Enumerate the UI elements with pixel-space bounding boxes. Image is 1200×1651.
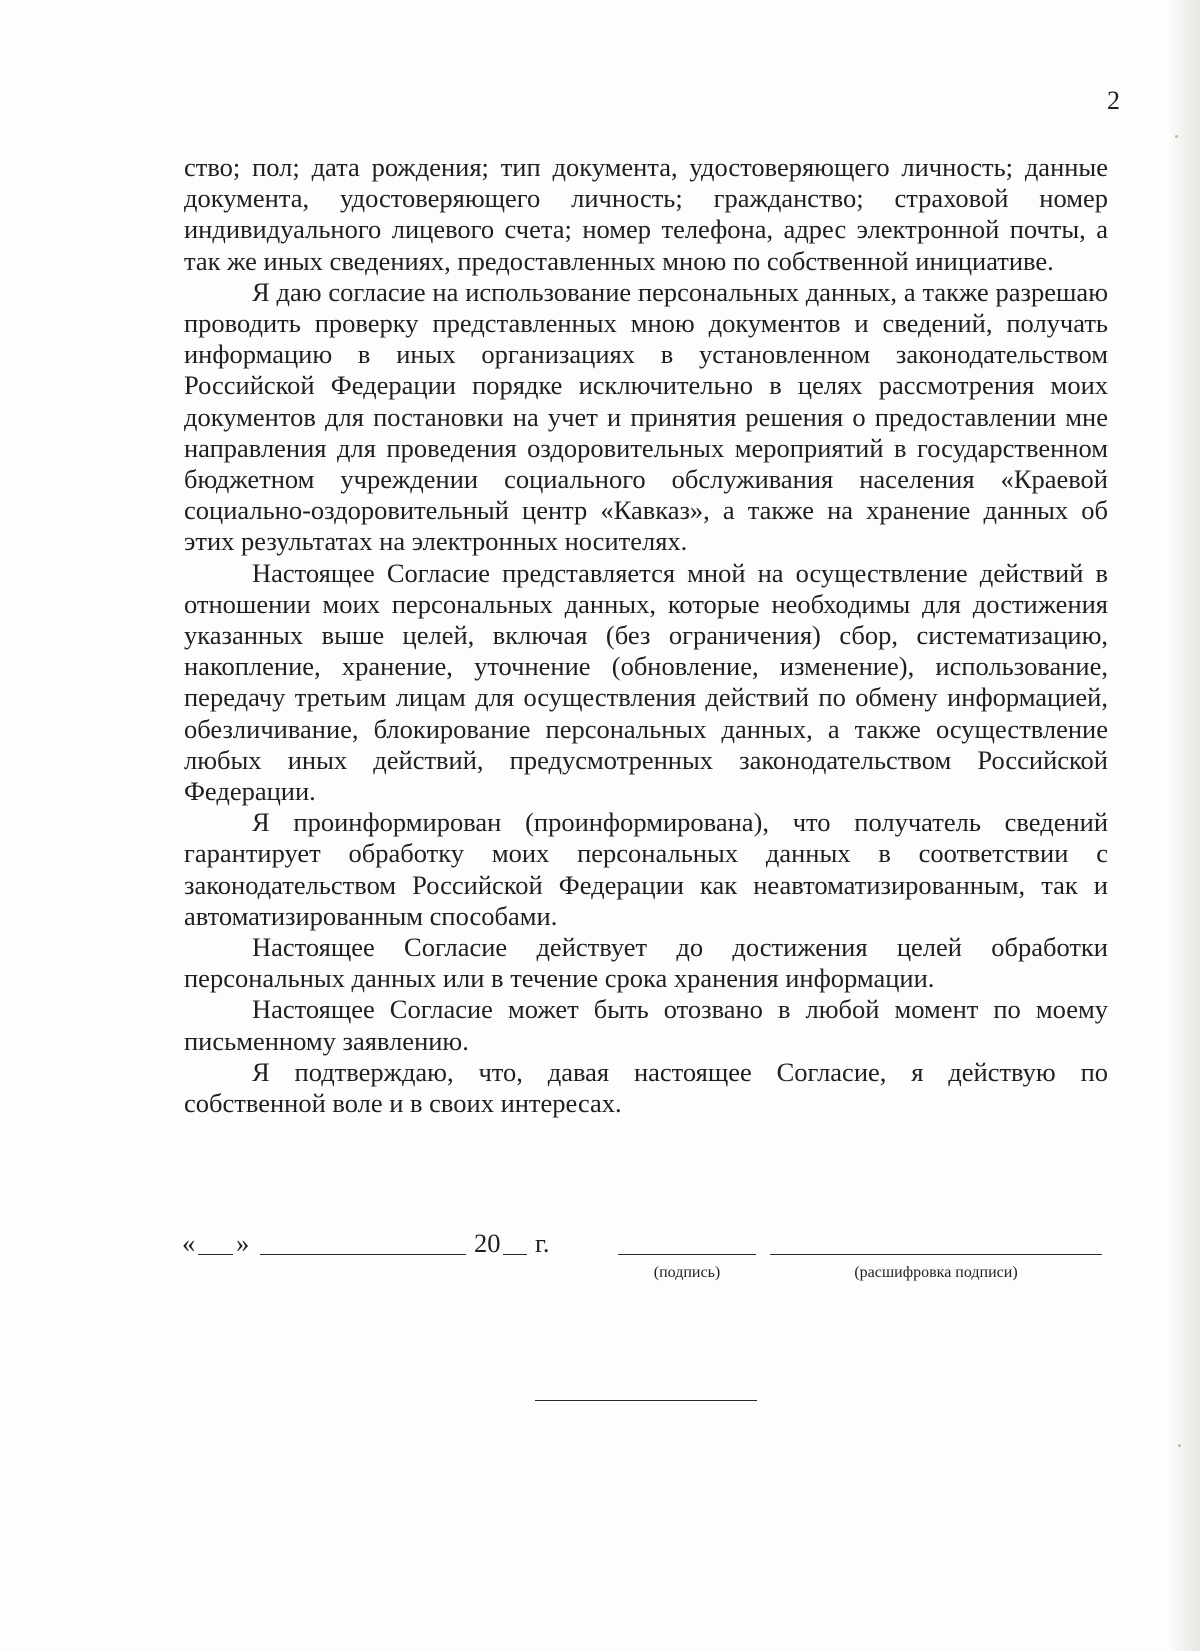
paragraph-consent-actions: Настоящее Согласие представляется мной на осуществление действий в отношении моих персональных данных, которые необходимы для достижения указанных выше целей, включая (без ограничения) сбор, систематизацию, накопление, хранение, уточнение (обновление, изменение), использование, передачу третьим лицам для осуществления действий по обмену информацией, обезличивание, блокирование персональных данных, а также осуществление любых иных действий, предусмотренных законодательством Российской Федерации. bbox=[184, 557, 1108, 807]
signature-blank-line bbox=[618, 1254, 756, 1255]
paragraph-confirmation: Я подтверждаю, что, давая настоящее Согласие, я действую по собственной воле и в своих интересах. bbox=[184, 1056, 1108, 1119]
date-quote-open: « bbox=[182, 1228, 196, 1258]
year-suffix: г. bbox=[535, 1228, 550, 1258]
month-blank-line bbox=[260, 1254, 466, 1255]
paragraph-informed: Я проинформирован (проинформирована), что получатель сведений гарантирует обработку моих персональных данных в соответствии с законодательством Российской Федерации как неавтоматизированным, так и автоматизированным способами. bbox=[184, 807, 1108, 931]
day-blank-line bbox=[198, 1254, 233, 1255]
decoding-caption: (расшифровка подписи) bbox=[854, 1264, 1018, 1281]
consent-body bbox=[184, 152, 1108, 1119]
scan-speck bbox=[1175, 135, 1178, 138]
date-quote-close: » bbox=[236, 1228, 250, 1258]
paragraph-validity: Настоящее Согласие действует до достижения целей обработки персональных данных или в течение срока хранения информации. bbox=[184, 932, 1108, 994]
year-prefix: 20 bbox=[474, 1228, 501, 1258]
decoding-blank-line bbox=[770, 1254, 1102, 1255]
page-number: 2 bbox=[1107, 86, 1120, 115]
signature-caption: (подпись) bbox=[653, 1264, 721, 1281]
paragraph-revocation: Настоящее Согласие может быть отозвано в любой момент по моему письменному заявлению. bbox=[184, 994, 1108, 1056]
scan-speck bbox=[1178, 1444, 1181, 1447]
year-blank-line bbox=[503, 1254, 527, 1255]
paragraph-consent-usage: Я даю согласие на использование персональных данных, а также разрешаю проводить проверку представленных мною документов и сведений, получать информацию в иных организациях в установленном законодательством Российской Федерации порядке исключительно в целях рассмотрения моих документов для постановки на учет и принятия решения о предоставлении мне направления для проведения оздоровительных мероприятий в государственном бюджетном учреждении социального обслуживания населения «Краевой социально-оздоровительный центр «Кавказ», а также на хранение данных об этих результатах на электронных носителях. bbox=[184, 276, 1108, 557]
footer-rule bbox=[535, 1400, 757, 1401]
signature-block bbox=[0, 1228, 1200, 1298]
page-edge-shadow bbox=[1170, 0, 1200, 1651]
paragraph-personal-data-list: ство; пол; дата рождения; тип документа, удостоверяющего личность; данные документа, удостоверяющего личность; гражданство; страховой номер индивидуального лицевого счета; номер телефона, адрес электронной почты, а так же иных сведениях, предоставленных мною по собственной инициативе. bbox=[184, 152, 1108, 276]
